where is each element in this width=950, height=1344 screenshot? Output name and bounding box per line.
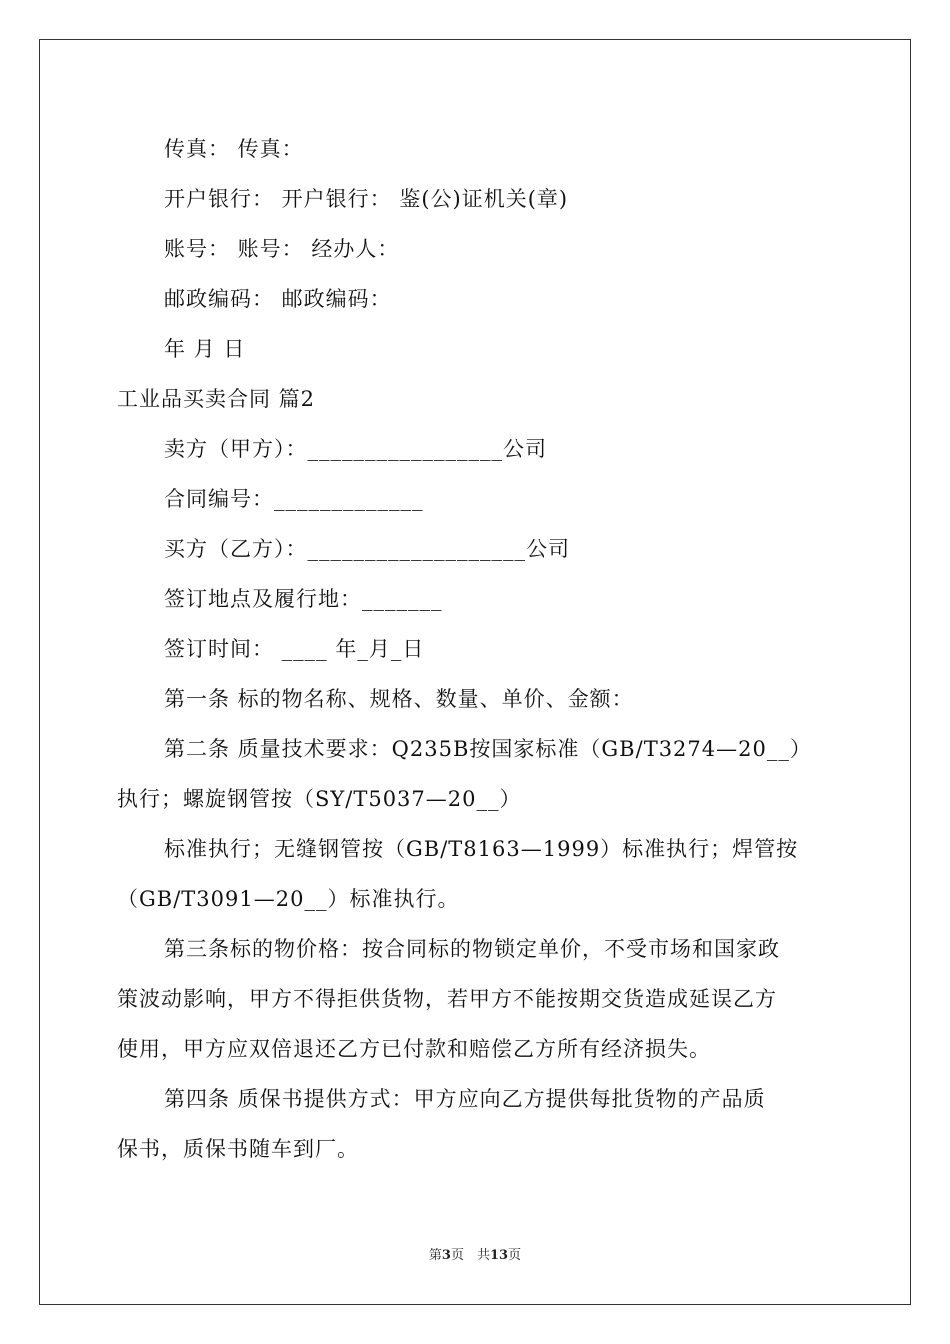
signing-place-line: 签订地点及履行地：_______ [164, 587, 443, 611]
article-3-line-2: 策波动影响，甲方不得拒供货物，若甲方不能按期交货造成延误乙方 [117, 987, 777, 1011]
article-3-line-1: 第三条标的物价格：按合同标的物锁定单价，不受市场和国家政 [164, 937, 780, 961]
account-line: 账号： 账号： 经办人： [164, 237, 400, 261]
article-2-line-3: 标准执行；无缝钢管按（GB/T8163—1999）标准执行；焊管按 [164, 837, 799, 861]
seller-line: 卖方（甲方）：_________________公司 [164, 437, 547, 461]
footer-mid: 页 共 [450, 1248, 490, 1263]
article-2-line-2: 执行；螺旋钢管按（SY/T5037—20__） [117, 787, 522, 811]
footer-page-number: 3 [441, 1248, 451, 1263]
article-2-line-4: （GB/T3091—20__）标准执行。 [117, 887, 460, 911]
article-4-line-1: 第四条 质保书提供方式：甲方应向乙方提供每批货物的产品质 [164, 1087, 766, 1111]
section-title: 工业品买卖合同 篇2 [117, 387, 316, 411]
article-4-line-2: 保书，质保书随车到厂。 [117, 1137, 359, 1161]
postal-line: 邮政编码： 邮政编码： [164, 287, 392, 311]
footer-suffix: 页 [508, 1248, 522, 1263]
date-line: 年 月 日 [164, 337, 246, 361]
footer-total-pages: 13 [489, 1248, 509, 1263]
article-2-line-1: 第二条 质量技术要求：Q235B按国家标准（GB/T3274—20__） [164, 737, 812, 761]
page-footer [0, 1247, 950, 1265]
article-3-line-3: 使用，甲方应双倍退还乙方已付款和赔偿乙方所有经济损失。 [117, 1037, 711, 1061]
page-frame [39, 39, 911, 1305]
bank-line: 开户银行： 开户银行： 鉴(公)证机关(章) [164, 187, 569, 211]
buyer-line: 买方（乙方）：___________________公司 [164, 537, 570, 561]
footer-prefix: 第 [428, 1248, 442, 1263]
article-1: 第一条 标的物名称、规格、数量、单价、金额： [164, 687, 634, 711]
fax-line: 传真： 传真： [164, 137, 304, 161]
signing-time-line: 签订时间： ____ 年_月_日 [164, 637, 425, 661]
contract-number-line: 合同编号：_____________ [164, 487, 424, 511]
